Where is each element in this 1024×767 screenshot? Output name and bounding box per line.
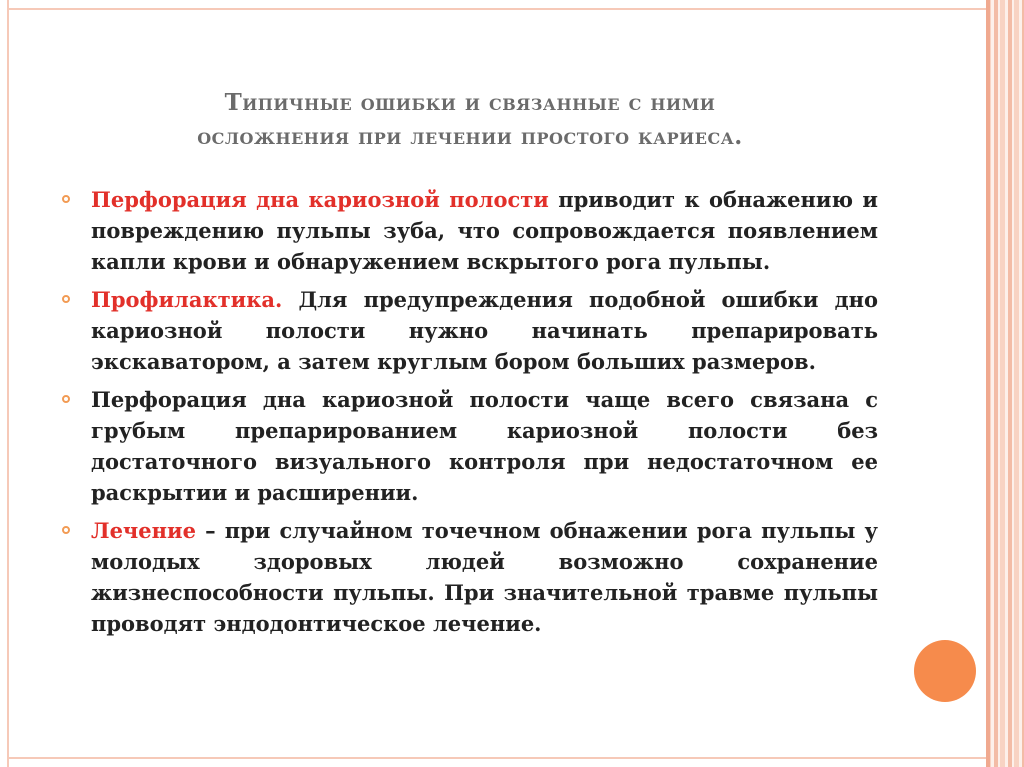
bullet-list xyxy=(62,184,878,646)
list-item xyxy=(62,184,878,277)
slide-title xyxy=(100,86,840,154)
bullet-icon xyxy=(62,395,70,403)
item-highlight: Перфорация дна кариозной полости xyxy=(91,187,549,212)
list-item xyxy=(62,384,878,508)
item-highlight: Профилактика. xyxy=(91,287,283,312)
frame-top-line xyxy=(7,8,987,10)
list-item xyxy=(62,284,878,377)
bullet-icon xyxy=(62,295,70,303)
item-highlight: Лечение xyxy=(91,518,196,543)
item-text: Перфорация дна кариозной полости чаще всего связана с грубым препарированием кариозной полости без достаточного визуального контроля при недостаточном ее раскрытии и расширении. xyxy=(91,387,878,505)
decorative-circle xyxy=(914,640,976,702)
item-text: приводит к обнажению и повреждению пульпы зуба, что сопровождается появлением капли крови и обнаружением вскрытого рога пульпы. xyxy=(91,187,878,274)
item-text: – при случайном точечном обнажении рога пульпы у молодых здоровых людей возможно сохранение жизнеспособности пульпы. При значительной травме пульпы проводят эндодонтическое лечение. xyxy=(91,518,878,636)
bullet-icon xyxy=(62,195,70,203)
title-line-2: осложнения при лечении простого кариеса. xyxy=(197,123,743,150)
frame-bottom-line xyxy=(7,757,987,759)
frame-left-line xyxy=(7,0,9,767)
item-text: Для предупреждения подобной ошибки дно кариозной полости нужно начинать препарировать экскаватором, а затем круглым бором больших размеров. xyxy=(91,287,878,374)
bullet-icon xyxy=(62,526,70,534)
list-item xyxy=(62,515,878,639)
title-line-1: Типичные ошибки и связанные с ними xyxy=(224,89,716,116)
decorative-stripes xyxy=(986,0,1024,767)
